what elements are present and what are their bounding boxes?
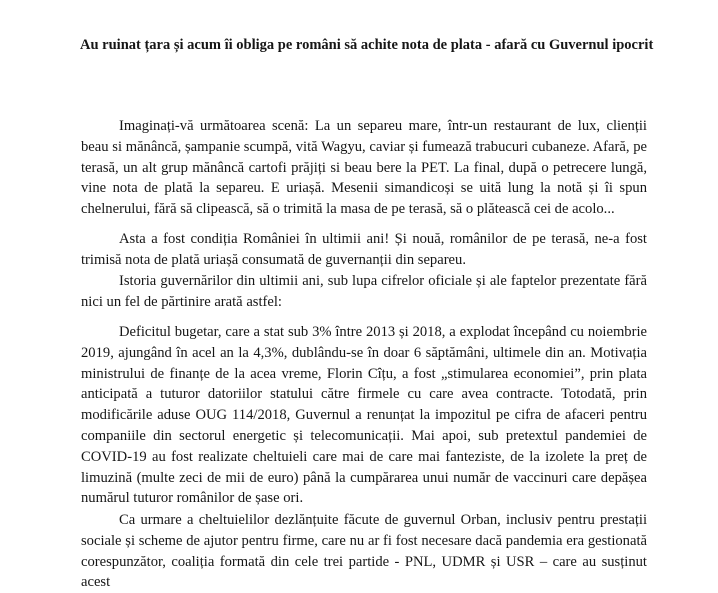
document-title: Au ruinat țara și acum îi obliga pe români să achite nota de plata - afară cu Guvernul ipocrit (80, 37, 654, 53)
paragraph-orban-spending: Ca urmare a cheltuielilor dezlănțuite făcute de guvernul Orban, inclusiv pentru prestații sociale și scheme de ajutor pentru firme, care nu ar fi fost necesare dacă pandemia era gestionată corespunzător, coaliția formată din cele trei partide - PNL, UDMR și USR – care au susținut acest (81, 512, 647, 591)
paragraph-restaurant-scene: Imaginați-vă următoarea scenă: La un separeu mare, într-un restaurant de lux, clienții beau si mănâncă, șampanie scumpă, vită Wagyu, caviar și fumează trabucuri cubaneze. Afară, pe terasă, un alt grup mănâncă cartofi prăjiți si beau bere la PET. La final, după o petrecere lungă, vine nota de plată la separeu. E uriașă. Mesenii simandicoși se uită lung la notă și îi spun chelnerului, fără să clipească, să o trimită la masa de pe terasă, să o plătească cei de acolo... (81, 118, 647, 218)
paragraph-governance-history: Istoria guvernărilor din ultimii ani, sub lupa cifrelor oficiale și ale faptelor prezentate fără nici un fel de părtinire arată astfel: (81, 273, 647, 310)
paragraph-budget-deficit: Deficitul bugetar, care a stat sub 3% între 2013 și 2018, a explodat începând cu noiembrie 2019, ajungând în acel an la 4,3%, dublându-se în doar 6 săptămâni, ultimele din an. Motivația ministrului de finanțe de la acea vreme, Florin Cîțu, a fost „stimularea economiei”, prin plata anticipată a tuturor datoriilor statului către firmele cu care avea contracte. Totodată, prin modificările aduse OUG 114/2018, Guvernul a renunțat la impozitul pe cifra de afaceri pentru companiile din sectorul energetic și telecomunicații. Mai apoi, sub pretextul pandemiei de COVID-19 au fost realizate cheltuieli care mai de care mai fanteziste, de la izolete la preț de limuzină (multe zeci de mii de euro) până la cumpărarea unui număr de vaccinuri care depășea numărul tuturor românilor de șase ori. (81, 324, 647, 507)
paragraph-romania-condition: Asta a fost condiția României în ultimii ani! Și nouă, românilor de pe terasă, ne-a fost trimisă nota de plată uriașă consumată de guvernanții din separeu. (81, 231, 647, 268)
